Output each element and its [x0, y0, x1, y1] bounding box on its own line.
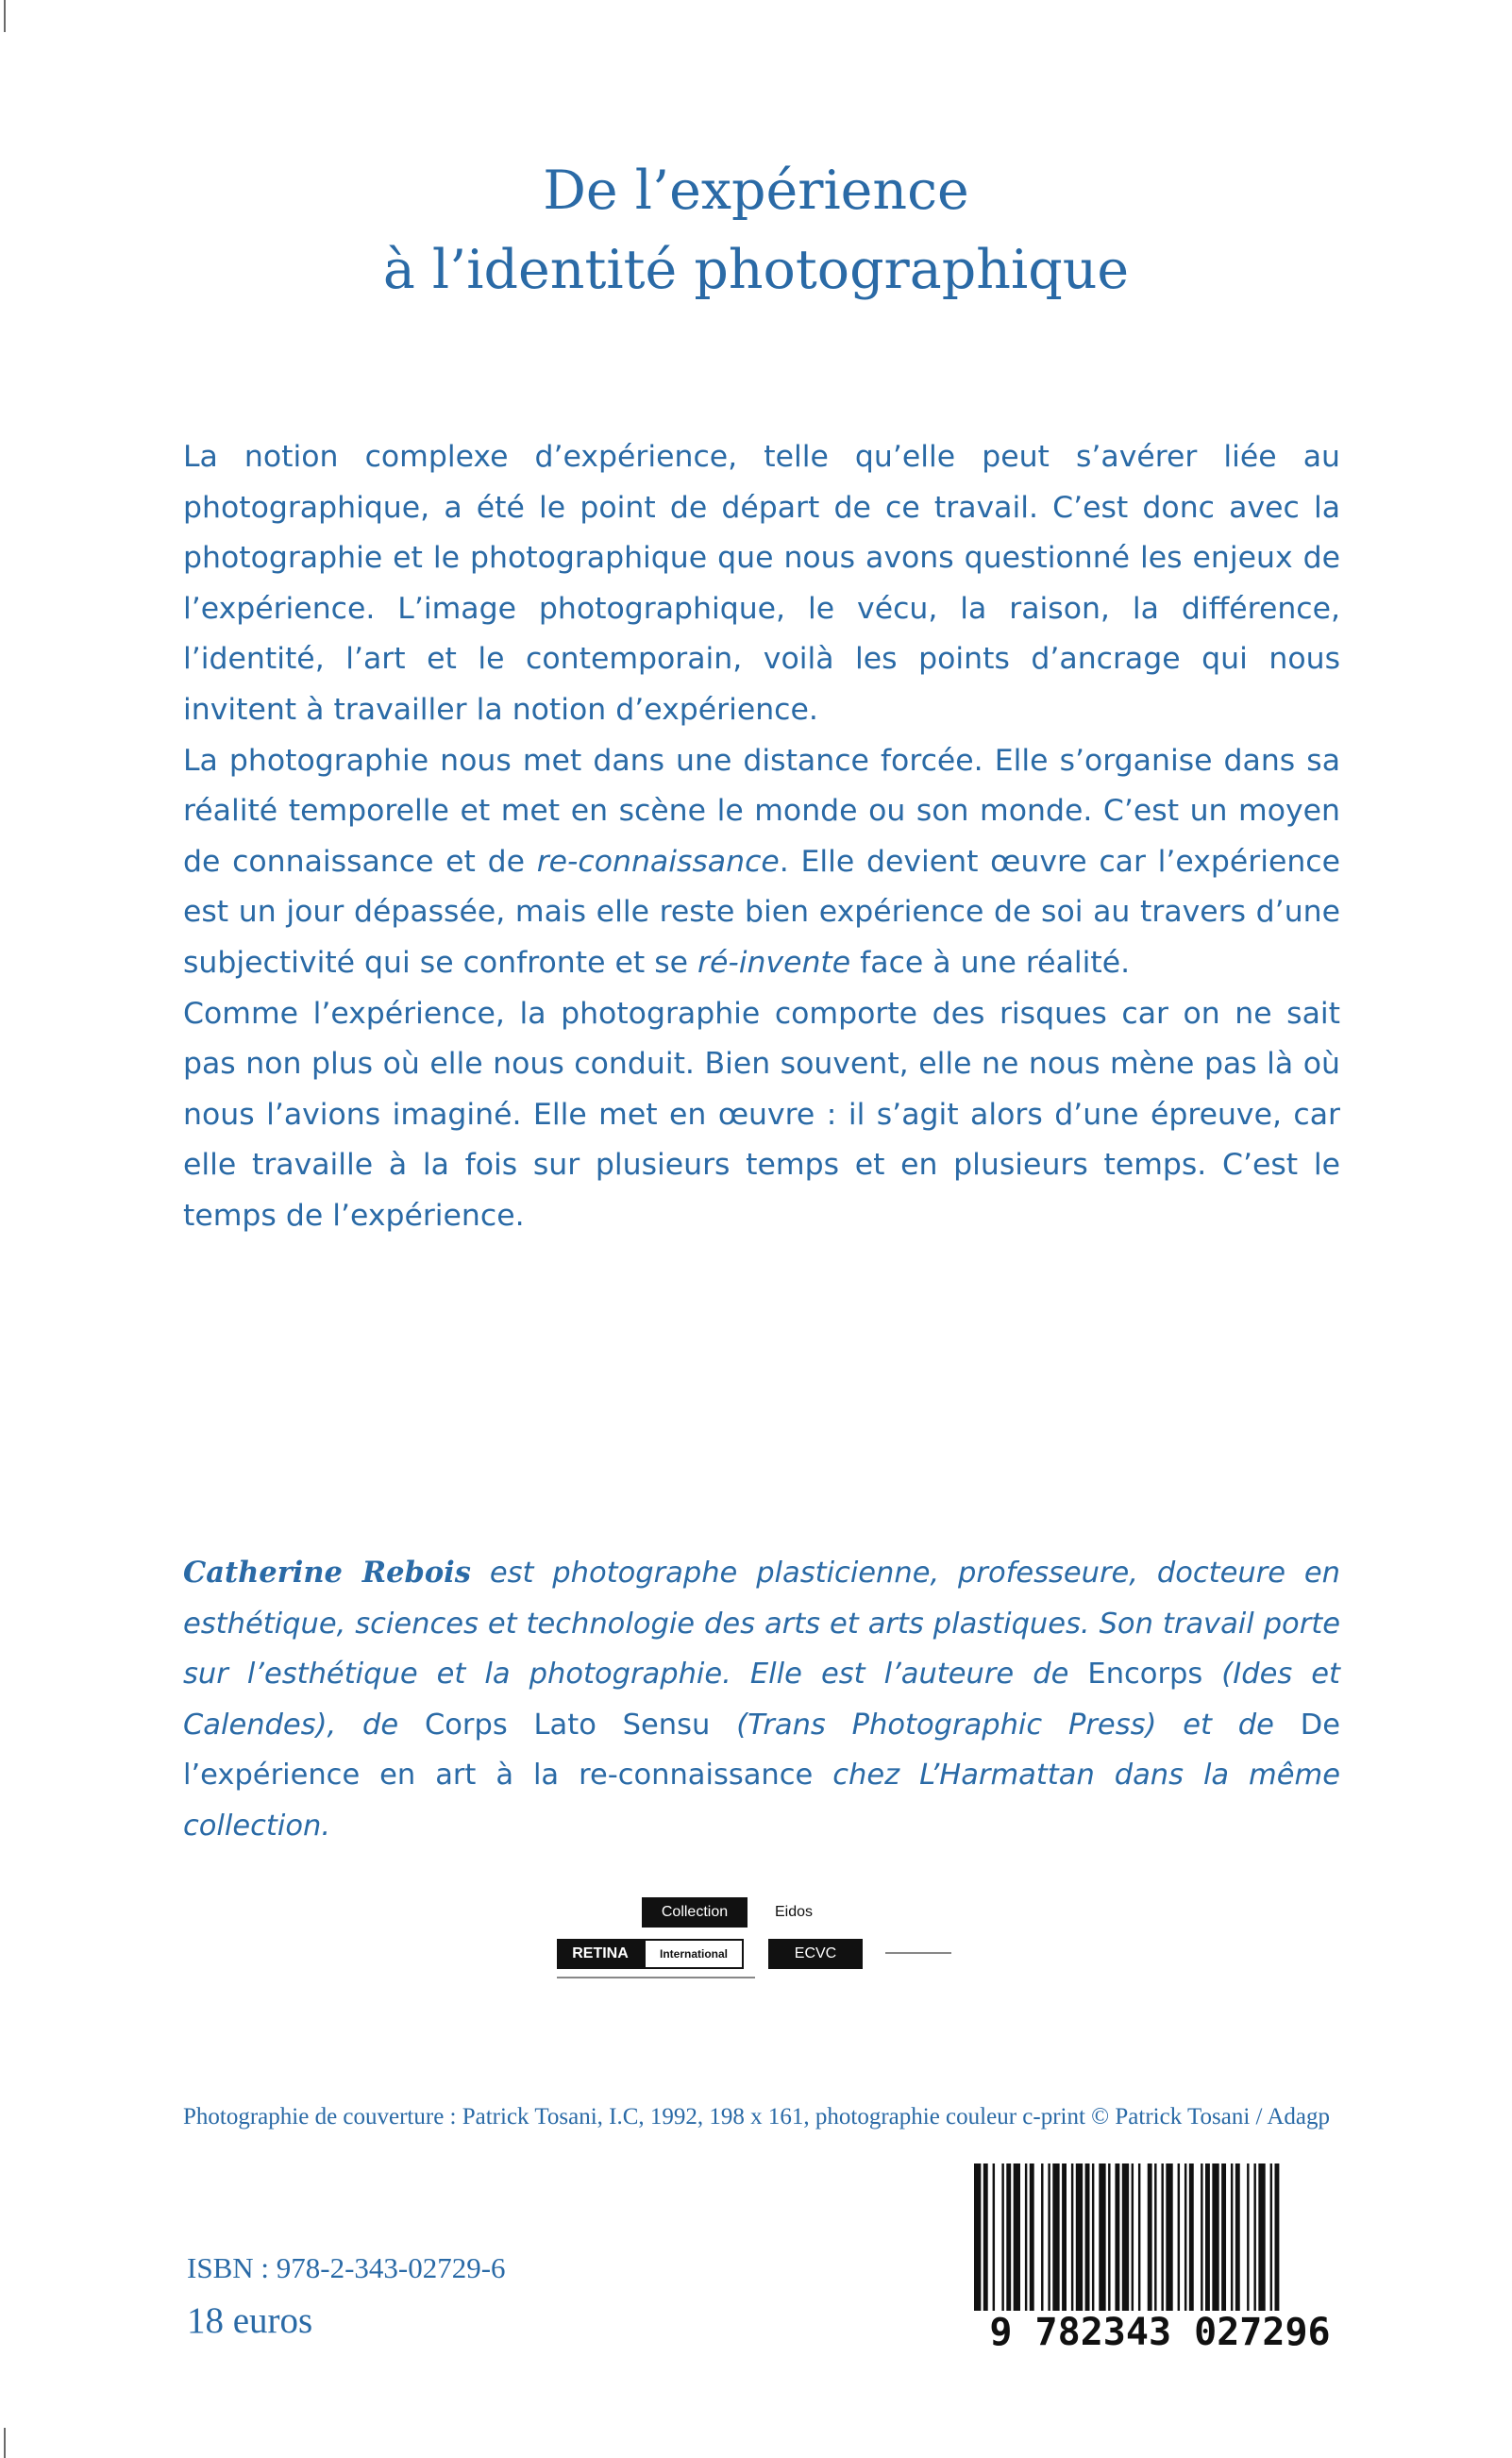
blurb-paragraph-1: La notion complexe d’expérience, telle qu’elle peut s’avérer liée au photographique, a été le point de départ de ce travail. C’est donc avec la photographie et le photographique que nous avons questionné les enjeux de l’expérience. L’image photographique, le vécu, la raison, la différence, l’identité, l’art et le contemporain, voilà les points d’ancrage qui nous invitent à travailler la notion d’expérience. — [183, 440, 1340, 727]
retina-logo: RETINA — [557, 1939, 644, 1969]
blurb-p2-text-c: face à une réalité. — [850, 945, 1131, 980]
price: 18 euros — [187, 2300, 313, 2341]
collection-logo: Collection — [642, 1897, 748, 1928]
crop-mark-bottom-left — [4, 2428, 6, 2458]
collection-logos — [557, 1897, 972, 2001]
blurb-paragraph-3: Comme l’expérience, la photographie comporte des risques car on ne sait pas non plus où elle nous conduit. Bien souvent, elle ne nous mène pas là où nous l’avions imaginé. Elle met en œuvre : il s’agit alors d’une épreuve, car elle travaille à la fois sur plusieurs temps et en plusieurs temps. C’est le temps de l’expérience. — [183, 996, 1340, 1233]
blurb-p2-emphasis-2: ré-invente — [697, 945, 851, 980]
blurb-p2-text-b: . Elle devient œuvre car l’expérience est un jour dépassée, mais elle reste bien expérience de soi au travers d’une subjectivité qui se confronte et se — [183, 844, 1340, 980]
bio-text-1: est photographe plasticienne, professeure, docteure en esthétique, sciences et technologie des arts et arts plastiques. Son travail porte sur l’esthétique et la photographie. Elle est l’auteure de — [183, 1557, 1340, 1691]
blurb-p2-text-a: La photographie nous met dans une distance forcée. Elle s’organise dans sa réalité temporelle et met en scène le monde ou son monde. C’est un moyen de connaissance et de — [183, 743, 1340, 879]
bio-book-1: Encorps — [1087, 1658, 1203, 1691]
book-title-line-2: à l’identité photographique — [382, 239, 1130, 301]
bio-book-2: Corps Lato Sensu — [424, 1708, 711, 1742]
isbn: ISBN : 978-2-343-02729-6 — [187, 2251, 506, 2284]
blurb — [183, 432, 1340, 1242]
partner-logo-mark — [885, 1952, 951, 1954]
blurb-paragraph-2 — [183, 736, 1340, 989]
retina-international-logo: International — [644, 1939, 744, 1969]
blurb-p2-emphasis-1: re-connaissance — [536, 844, 780, 879]
bio-book-3: De l’expérience en art à la re-connaissance — [183, 1708, 1340, 1792]
book-title-line-1: De l’expérience — [543, 160, 969, 222]
eidos-logo: Eidos — [774, 1904, 814, 1920]
cover-photo-credit: Photographie de couverture : Patrick Tosani, I.C, 1992, 198 x 161, photographie couleur c-print © Patrick Tosani / Adagp — [183, 2104, 1331, 2130]
book-title — [0, 151, 1512, 310]
retina-underline — [557, 1977, 755, 1978]
bio-text-3: (Trans Photographic Press) et de — [710, 1708, 1301, 1742]
author-name: Catherine Rebois — [183, 1556, 471, 1590]
bio-text-4: chez L’Harmattan dans la même collection. — [183, 1759, 1341, 1843]
bio-text-2: (Ides et Calendes), de — [183, 1658, 1341, 1742]
author-bio — [183, 1548, 1340, 1851]
ecvc-logo: ECVC — [768, 1939, 863, 1969]
barcode-number: 9 782343 027296 — [972, 2311, 1348, 2354]
crop-mark-top-left — [4, 0, 6, 32]
